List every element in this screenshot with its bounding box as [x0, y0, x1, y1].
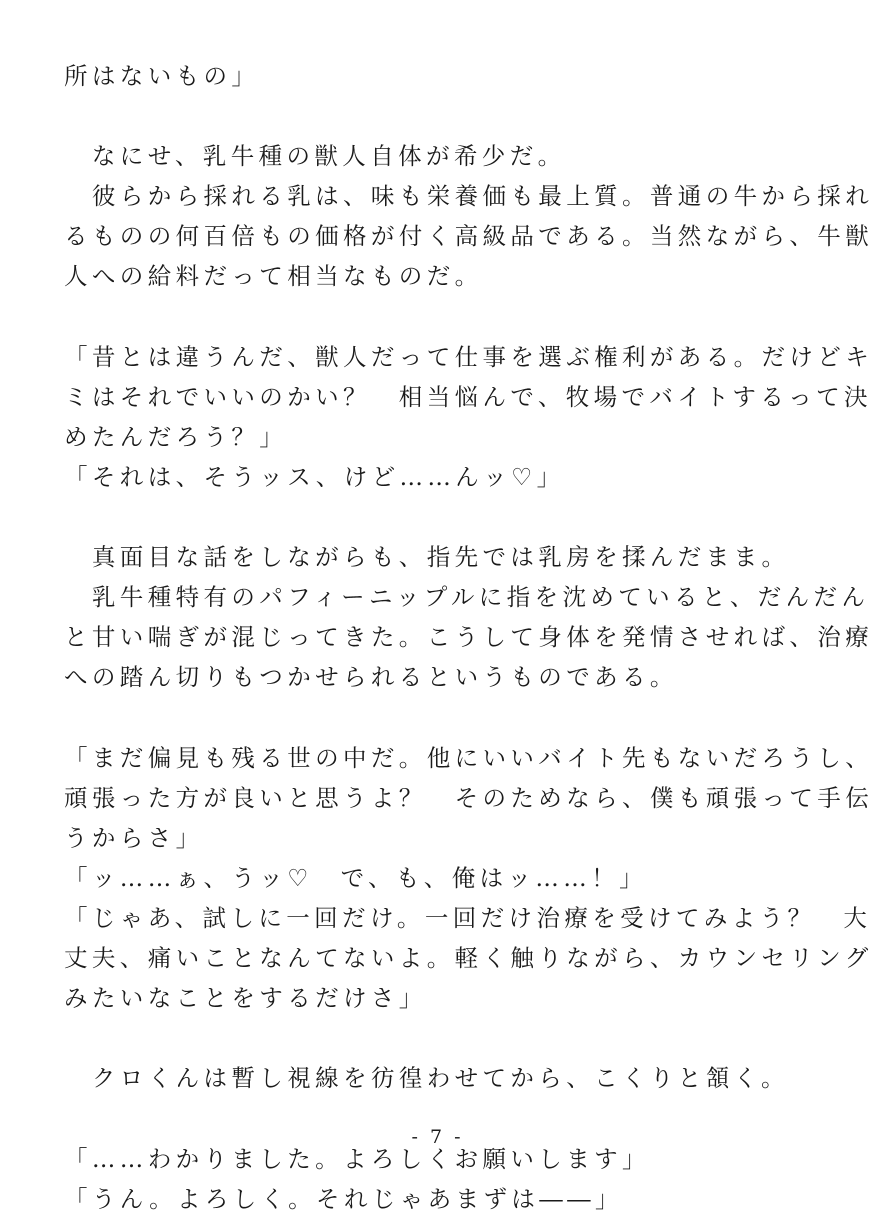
text-line: 彼らから採れる乳は、味も栄養価も最上質。普通の牛から採れ: [64, 182, 874, 211]
text-line: 「……わかりました。よろしくお願いします」: [64, 1144, 650, 1173]
blank-line: [64, 497, 820, 537]
page-number: - 7 -: [411, 1126, 464, 1148]
text-line: ミはそれでいいのかい？ 相当悩んで、牧場でバイトするって決: [64, 382, 872, 411]
blank-line: [64, 698, 820, 738]
text-line: なにせ、乳牛種の獣人自体が希少だ。: [64, 142, 566, 171]
blank-line: [64, 96, 820, 136]
text-line: への踏ん切りもつかせられるというものである。: [64, 663, 678, 692]
text-line: 「ッ……ぁ、うッ♡ で、も、俺はッ……！」: [64, 863, 647, 892]
text-line: 丈夫、痛いことなんてないよ。軽く触りながら、カウンセリング: [64, 944, 873, 973]
text-line: 所はないもの」: [64, 62, 260, 90]
text-line: 乳牛種特有のパフィーニップルに指を沈めていると、だんだん: [64, 583, 870, 612]
text-line: 頑張った方が良いと思うよ？ そのためなら、僕も頑張って手伝: [64, 783, 874, 812]
text-line: 「うん。よろしく。それじゃあまずは――」: [64, 1184, 623, 1213]
text-line: うからさ」: [64, 823, 204, 852]
text-line: 「まだ偏見も残る世の中だ。他にいいバイト先もないだろうし、: [64, 743, 874, 772]
text-line: 「それは、そうッス、けど……んッ♡」: [64, 462, 565, 491]
text-line: クロくんは暫し視線を彷徨わせてから、こくりと頷く。: [64, 1064, 789, 1093]
text-line: 「昔とは違うんだ、獣人だって仕事を選ぶ権利がある。だけどキ: [64, 342, 874, 371]
text-line: みたいなことをするだけさ」: [64, 984, 427, 1013]
blank-line: [64, 297, 820, 337]
text-line: 真面目な話をしながらも、指先では乳房を揉んだまま。: [64, 543, 790, 572]
text-line: 「じゃあ、試しに一回だけ。一回だけ治療を受けてみよう？ 大: [64, 903, 872, 932]
text-line: 人への給料だって相当なものだ。: [64, 262, 483, 291]
body-text: [64, 56, 874, 1219]
text-line: めたんだろう？」: [64, 422, 288, 451]
text-line: と甘い喘ぎが混じってきた。こうして身体を発情させれば、治療: [64, 623, 874, 652]
blank-line: [64, 1018, 820, 1058]
text-line: るものの何百倍もの価格が付く高級品である。当然ながら、牛獣: [64, 222, 874, 251]
